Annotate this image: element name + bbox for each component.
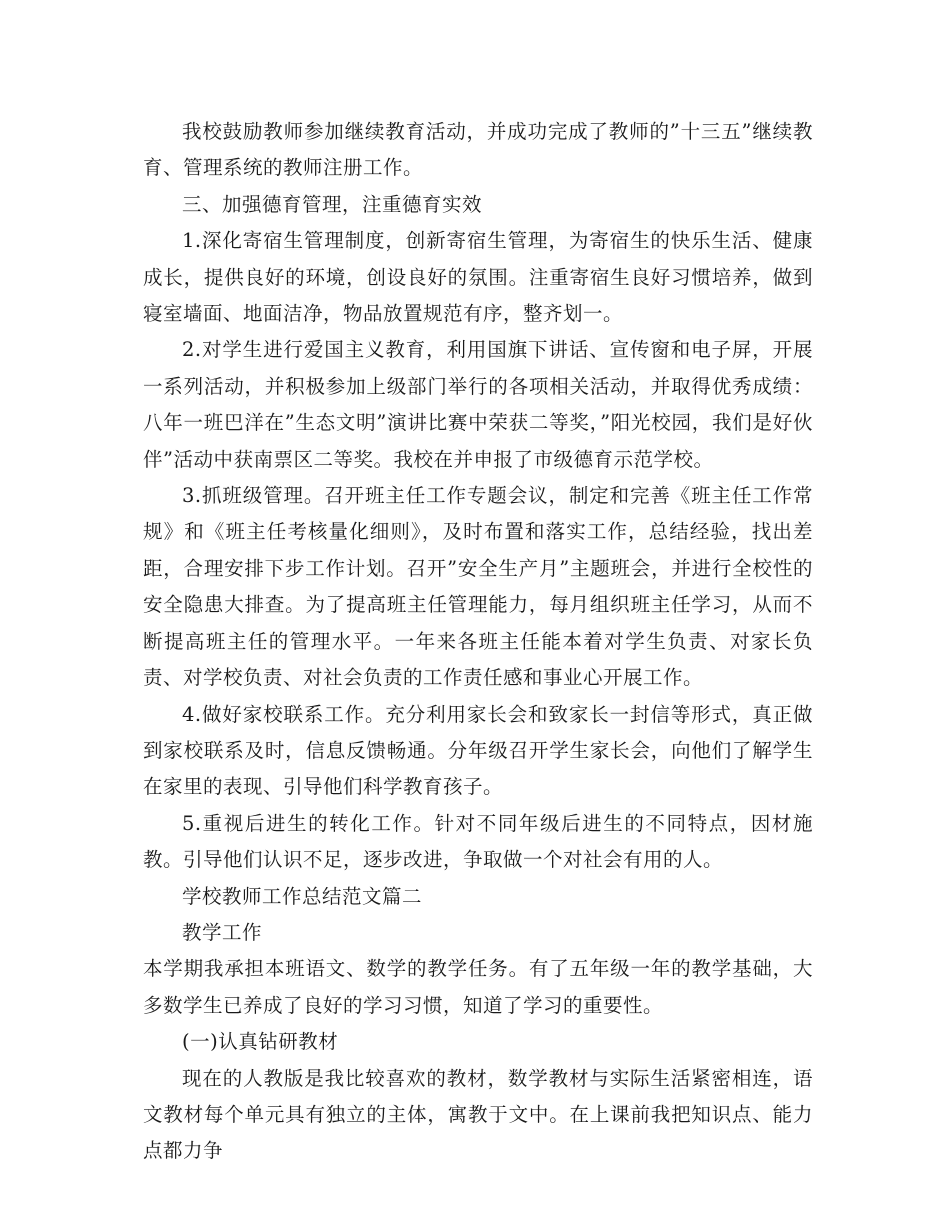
- paragraph: 4.做好家校联系工作。充分利用家长会和致家长一封信等形式，真正做到家校联系及时，信息反馈畅通。分年级召开学生家长会，向他们了解学生在家里的表现、引导他们科学教育孩子。: [143, 702, 813, 799]
- paragraph: 我校鼓励教师参加继续教育活动，并成功完成了教师的”十三五”继续教育、管理系统的教师注册工作。: [143, 120, 813, 180]
- paragraph: 现在的人教版是我比较喜欢的教材，数学教材与实际生活紧密相连，语文教材每个单元具有独立的主体，寓教于文中。在上课前我把知识点、能力点都力争: [143, 1066, 813, 1163]
- article-title: 学校教师工作总结范文篇二: [182, 884, 423, 908]
- document-body: [143, 114, 813, 1170]
- paragraph: 5.重视后进生的转化工作。针对不同年级后进生的不同特点，因材施教。引导他们认识不足，逐步改进，争取做一个对社会有用的人。: [143, 811, 813, 872]
- paragraph: 1.深化寄宿生管理制度，创新寄宿生管理，为寄宿生的快乐生活、健康成长，提供良好的环境，创设良好的氛围。注重寄宿生良好习惯培养，做到寝室墙面、地面洁净，物品放置规范有序，整齐划一。: [143, 229, 813, 326]
- paragraph: 本学期我承担本班语文、数学的教学任务。有了五年级一年的教学基础，大多数学生已养成了良好的学习习惯，知道了学习的重要性。: [143, 957, 813, 1017]
- paragraph: 2.对学生进行爱国主义教育，利用国旗下讲话、宣传窗和电子屏，开展一系列活动，并积极参加上级部门举行的各项相关活动，并取得优秀成绩：八年一班巴洋在”生态文明”演讲比赛中荣获二等奖，”阳光校园，我们是好伙伴”活动中获南票区二等奖。我校在并申报了市级德育示范学校。: [143, 338, 813, 471]
- paragraph: 3.抓班级管理。召开班主任工作专题会议，制定和完善《班主任工作常规》和《班主任考核量化细则》，及时布置和落实工作，总结经验，找出差距，合理安排下步工作计划。召开”安全生产月”主题班会，并进行全校性的安全隐患大排查。为了提高班主任管理能力，每月组织班主任学习，从而不断提高班主任的管理水平。一年来各班主任能本着对学生负责、对家长负责、对学校负责、对社会负责的工作责任感和事业心开展工作。: [143, 484, 813, 690]
- subsection-heading: (一)认真钻研教材: [182, 1030, 339, 1054]
- section-heading: 三、加强德育管理，注重德育实效: [182, 192, 483, 216]
- section-heading: 教学工作: [182, 920, 263, 944]
